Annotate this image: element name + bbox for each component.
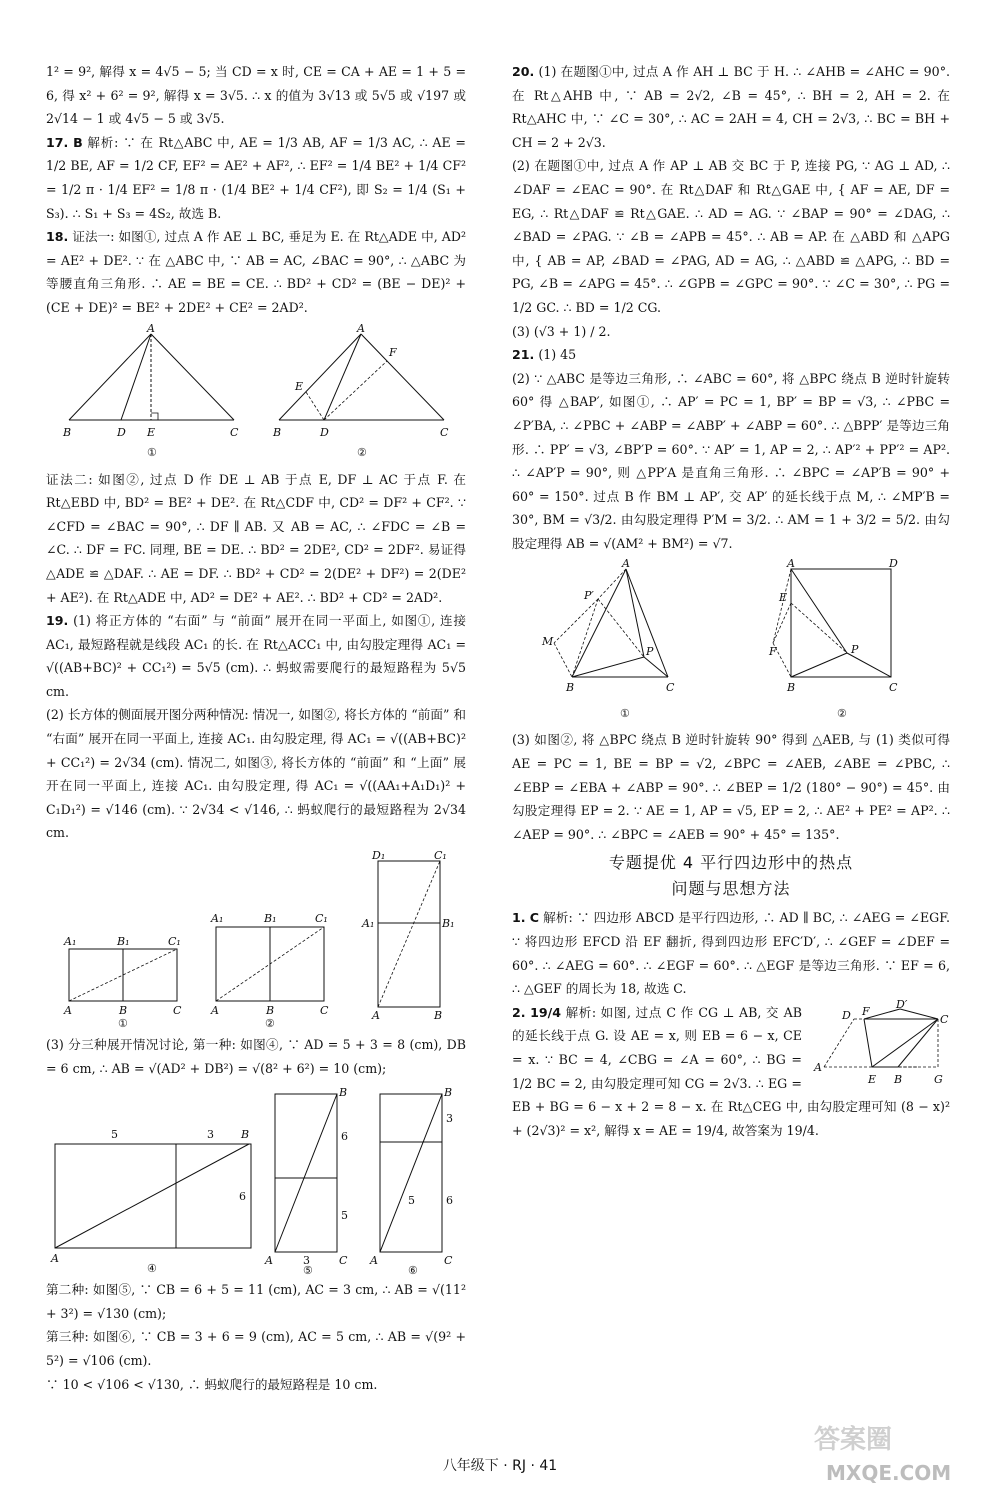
f4-b: B [241,1128,250,1142]
f6-5: 5 [408,1194,415,1208]
fig2-label-c: C [439,425,448,439]
q19-figure-2 [201,889,331,1029]
q21-text3: (3) 如图②, 将 △BPC 绕点 B 逆时针旋转 90° 得到 △AEB, 与 (1) 类似可得 AE = PC = 1, BE = BP = √2, ∠BPC = ∠AEB, ∠ABE = ∠PBC, ∴ ∠EBP = ∠EBA + ∠ABP = 90°. ∴ ∠BEP = 1/2 (180° − 90°) = 45°. 由勾股定理得 EP = 2. ∵ AE = 1, AP = √5, EP = 2, ∴ AE² + PE² = AP². ∴ ∠AEP = 90°. ∴ ∠BPC = ∠AEB = 90° + 45° = 135°. [512,732,950,842]
watermark-logo [796,1410,986,1490]
q19-figures-b [46,1084,466,1278]
s1 [512,906,950,1000]
q19-text5: 第三种: 如图⑥, ∵ CB = 3 + 6 = 9 (cm), AC = 5 cm, ∴ AB = √(9² + 5²) = √106 (cm). [46,1329,466,1368]
q21-figure-2 [768,557,921,724]
q19-number: 19. [46,613,69,629]
q18-text2: 证法二: 如图②, 过点 D 作 DE ⊥ AB 于点 E, DF ⊥ AC 于点 F. 在 Rt△EBD 中, BD² = BE² + DE². 在 Rt△CDF 中, CD² = DF² + CF². ∵ ∠CFD = ∠BAC = 90°, ∴ DF ∥ AB. 又 AB = AC, ∴ ∠FDC = ∠B = ∠C. ∴ DF = FC. 同理, BE = DE. ∴ BD² = 2DE², CD² = 2DF². 易证得 △ADE ≌ △DAF. ∴ AE = DF. ∴ BD² + CD² = 2(DE² + DF²) = 2(DE² + AE²). 在 Rt△ADE 中, AD² = DE² + AE². ∴ BD² + CD² = 2AD². [46,471,466,605]
q21f1-b: B [565,681,574,695]
q21f1-p-prime: P′ [583,589,594,603]
f5-3: 3 [303,1254,310,1268]
q19-figure-4 [51,1084,251,1274]
f2-a: A [210,1004,219,1018]
s1-number: 1. [512,910,526,926]
fig2-label-e: E [294,379,303,393]
q19-text4: 第二种: 如图⑤, ∵ CB = 6 + 5 = 11 (cm), AC = 3 cm, ∴ AB = √(11² + 3²) = √130 (cm); [46,1282,466,1321]
s2-e: E [868,1072,877,1086]
f1-caption: ① [118,1017,129,1031]
fig1-caption: ① [146,445,157,459]
section-title-line1: 专题提优 4 平行四边形中的热点 [608,853,854,873]
watermark-url: MXQE.COM [826,1461,952,1485]
f6-b: B [444,1086,453,1100]
f3-c1: C₁ [433,849,447,863]
q19-figures-a [46,849,466,1029]
q19-text6: ∵ 10 < √106 < √130, ∴ 蚂蚁爬行的最短路程是 10 cm. [46,1376,378,1392]
f4-5: 5 [111,1128,118,1142]
f3-d1: D₁ [371,849,385,863]
f2-c1: C₁ [314,912,328,926]
right-column [512,60,950,1142]
f2-b: B [265,1004,275,1018]
q20-text1: (1) 在题图①中, 过点 A 作 AH ⊥ BC 于 H. ∴ ∠AHB = ∠AHC = 90°. 在 Rt△AHB 中, ∵ AB = 2√2, ∠B = 45°, ∴ BH = 2, AH = 2. 在 Rt△AHC 中, ∵ ∠C = 30°, ∴ AC = 2AH = 4, CH = 2√3, ∴ BC = BH + CH = 2 + 2√3. [512,64,950,150]
q21f2-e: E [778,591,787,605]
q16-tail: 1² = 9², 解得 x = 4√5 − 5; 当 CD = x 时, CE = CA + AE = 1 + 5 = 6, 得 x² + 6² = 9², 解得 x = 3√5. ∴ x 的值为 3√13 或 5√5 或 √197 或 2√14 − 1 或 4√5 − 5 或 3√5. [46,64,466,127]
fig1-label-d: D [116,425,126,439]
q19-text1: (1) 将正方体的 “右面” 与 “前面” 展开在同一平面上, 如图①, 连接 AC₁, 最短路程就是线段 AC₁ 的长. 在 Rt△ACC₁ 中, 由勾股定理得 AC₁ = √((AB+BC)² + CC₁²) = 5√5 (cm). ∴ 蚂蚁需要爬行的最短路程为 5√5 cm. [46,613,466,699]
fig1-label-c: C [229,425,238,439]
f6-6: 6 [446,1194,453,1208]
q19-figure-6 [366,1084,461,1278]
left-column [46,60,466,1396]
q17 [46,131,466,225]
f4-3: 3 [207,1128,214,1142]
q21f2-b: B [786,681,795,695]
f5-a: A [265,1254,273,1268]
s1-text: 解析: ∵ 四边形 ABCD 是平行四边形, ∴ AD ∥ BC, ∴ ∠AEG = ∠EGF. ∵ 将四边形 EFCD 沿 EF 翻折, 得到四边形 EFC′D′, ∴ ∠GEF = ∠DEF = 60°. ∴ ∠AEG = 60°. ∴ ∠EGF = 60°. ∴ △EGF 是等边三角形. ∵ EF = 6, ∴ △GEF 的周长为 18, 故选 C. [512,910,950,997]
fig1-label-a: A [146,321,155,335]
s2-d-prime: D′ [896,997,908,1011]
f2-caption: ② [264,1017,275,1031]
q21f2-c: C [888,681,897,695]
q20-number: 20. [512,64,535,79]
q18-figure-2 [269,321,454,464]
q18-figures [46,321,466,464]
f6-3: 3 [446,1112,453,1126]
f3-a1: A₁ [361,917,374,931]
q18-figure-1 [59,321,244,464]
f5-caption: ⑤ [303,1264,313,1278]
s2-f: F [862,1004,870,1018]
f6-a: A [370,1254,378,1268]
f3-b1: B₁ [441,917,455,931]
q21-text1: (1) 45 [538,347,577,363]
q21f2-a: A [786,557,795,571]
f1-c: C [173,1004,182,1018]
q21f2-p: P [850,643,858,657]
q20-part1 [512,60,950,154]
q21f2-d: D [888,557,898,571]
fig1-label-e: E [146,425,155,439]
f2-c: C [319,1004,329,1018]
s2-number: 2. [512,1004,526,1020]
q20-text2: (2) 在题图①中, 过点 A 作 AP ⊥ AB 交 BC 于 P, 连接 PG, ∵ AG ⊥ AD, ∴ ∠DAF = ∠EAC = 90°. 在 Rt△DAF 和 Rt△GAE 中, { AF = AE, DF = EG, ∴ Rt△DAF ≌ Rt△GAE. ∴ AD = AG. ∵ ∠BAP = 90° = ∠DAG, ∴ ∠BAD = ∠PAG. ∵ ∠B = ∠APB = 45°. ∴ AB = AP. 在 △ABD 和 △APG 中, { AB = AP, ∠BAD = ∠PAG, AD = AG, ∴ △ABD ≌ △APG, ∴ BD = PG, ∠B = ∠APG = 45°. ∴ ∠GPB = ∠GPC = 90°. ∵ ∠C = 30°, ∴ PG = 1/2 GC. ∴ BD = 1/2 CG. [512,158,950,315]
fig1-label-b: B [62,425,71,439]
q20-text3: (3) (√3 + 1) / 2. [512,323,611,339]
q21f1-m: M [541,635,553,649]
q17-answer: B [73,134,83,150]
f5-5: 5 [341,1209,348,1223]
q21f2-caption: ② [836,707,847,721]
f5-6: 6 [341,1130,348,1144]
f5-b: B [339,1086,348,1100]
fig2-label-d: D [319,425,329,439]
q21-number: 21. [512,347,535,363]
q21f1-p: P [645,645,653,659]
q19-part1 [46,609,466,703]
s2-b: B [894,1072,903,1086]
section-title-line2: 问题与思想方法 [671,879,791,899]
q18-number: 18. [46,229,69,245]
q21-figure-1 [542,559,712,724]
f3-b: B [433,1009,442,1023]
q17-text: 解析: ∵ 在 Rt△ABC 中, AE = 1/3 AB, AF = 1/3 AC, ∴ AE = 1/2 BE, AF = 1/2 CF, EF² = AE² + AF², ∴ EF² = 1/4 BE² + 1/4 CF² = 1/2 π · 1/4 EF² = 1/8 π · (1/4 BE² + 1/4 CF²), 即 S₂ = 1/4 (S₁ + S₃). ∴ S₁ + S₃ = 4S₂, 故选 B. [46,134,466,221]
s1-answer: C [529,910,539,926]
page-footer: 八年级下 · RJ · 41 [442,1458,558,1474]
f1-c1: C₁ [168,935,182,949]
q19-figure-5 [261,1084,356,1278]
q21-figures [512,559,950,724]
q17-number: 17. [46,134,69,150]
watermark-text: 答案圈 [814,1425,893,1455]
q21f1-a: A [621,557,630,571]
q18-text1: 证法一: 如图①, 过点 A 作 AE ⊥ BC, 垂足为 E. 在 Rt△ADE 中, AD² = AE² + DE². ∵ 在 △ABC 中, ∵ AB = AC, ∠BAC = 90°, ∴ △ABC 为等腰直角三角形. ∴ AE = BE = CE. ∴ BD² + CD² = (BE − DE)² + (CE + DE)² = BE² + 2DE² + CE² = 2AD². [46,229,466,315]
q21-text2: (2) ∵ △ABC 是等边三角形, ∴ ∠ABC = 60°, 将 △BPC 绕点 B 逆时针旋转 60° 得 △BAP′, 如图①, ∴ AP′ = PC = 1, BP′ = BP = √3, ∴ ∠PBC = ∠P′BA, ∴ ∠PBC + ∠ABP = ∠ABP′ + ∠ABP = 60°. ∴ △BPP′ 是等边三角形. ∴ PP′ = √3, ∠BP′P = 60°. ∵ AP′ = 1, AP = 2, ∴ AP′² + PP′² = AP². ∴ ∠AP′P = 90°, 则 △PP′A 是直角三角形. ∴ ∠BPC = ∠AP′B = 90° + 60° = 150°. 过点 B 作 BM ⊥ AP′, 交 AP′ 的延长线于点 M, ∴ ∠MP′B = 30°, BM = √3/2. 由勾股定理得 P′M = 3/2. ∴ AM = 1 + 3/2 = 5/2. 由勾股定理得 AB = √(AM² + BM²) = √7. [512,370,950,551]
f6-caption: ⑥ [408,1264,418,1278]
section-title [512,850,950,902]
q21-part1 [512,343,950,367]
fig2-label-b: B [272,425,281,439]
q21f1-caption: ① [619,707,630,721]
f4-caption: ④ [147,1262,157,1276]
q18-part1 [46,225,466,319]
f2-b1: B₁ [263,912,277,926]
f1-a1: A₁ [64,935,77,949]
s2-g: G [934,1072,943,1086]
q19-text2: (2) 长方体的侧面展开图分两种情况: 情况一, 如图②, 将长方体的 “前面” 和 “右面” 展开在同一平面上, 连接 AC₁. 由勾股定理, 得 AC₁ = √((AB+BC)² + CC₁²) = 2√34 (cm). 情况二, 如图③, 将长方体的 “前面” 和 “上面” 展开在同一平面上, 连接 AC₁. 由勾股定理, 得 AC₁ = √((AA₁+A₁D₁)² + C₁D₁²) = √146 (cm). ∵ 2√34 < √146, ∴ 蚂蚁爬行的最短路程为 2√34 cm. [46,707,466,841]
s2-text: 解析: 如图, 过点 C 作 CG ⊥ AB, 交 AB 的延长线于点 G. 设 AE = x, 则 EB = 6 − x, CE = x. ∵ BC = 4, ∠CBG = ∠A = 60°, ∴ BG = 1/2 BC = 2, 由勾股定理可知 CG = 2√3. ∴ EG = EB + BG = 6 − x + 2 = 8 − x. 在 Rt△CEG 中, 由勾股定理可知 (8 − x)² + (2√3)² = x², 解得 x = AE = 19/4, 故答案为 19/4. [512,1004,950,1138]
fig2-label-a: A [356,321,365,335]
s2-c: C [940,1012,949,1026]
fig2-caption: ② [356,445,367,459]
s2-figure [810,997,950,1095]
q19-text3: (3) 分三种展开情况讨论, 第一种: 如图④, ∵ AD = 5 + 3 = 8 (cm), DB = 6 cm, ∴ AB = √(AD² + DB²) = √(8² + 6²) = 10 (cm); [46,1037,466,1076]
f4-a: A [51,1252,59,1266]
q21f1-c: C [665,681,674,695]
f1-b1: B₁ [117,935,130,949]
q19-figure-1 [54,889,184,1029]
s2-answer: 19/4 [530,1004,562,1020]
f5-c: C [339,1254,348,1268]
fig2-label-f: F [388,345,397,359]
q19-figure-3 [348,849,458,1029]
f6-c: C [444,1254,453,1268]
s2-d: D [842,1008,851,1022]
q21f2-f: F [768,645,777,659]
f3-a: A [371,1009,380,1023]
f1-a: A [64,1004,73,1018]
f1-b: B [119,1004,128,1018]
f4-6: 6 [239,1190,246,1204]
f2-a1: A₁ [210,912,224,926]
s2-a: A [814,1060,822,1074]
